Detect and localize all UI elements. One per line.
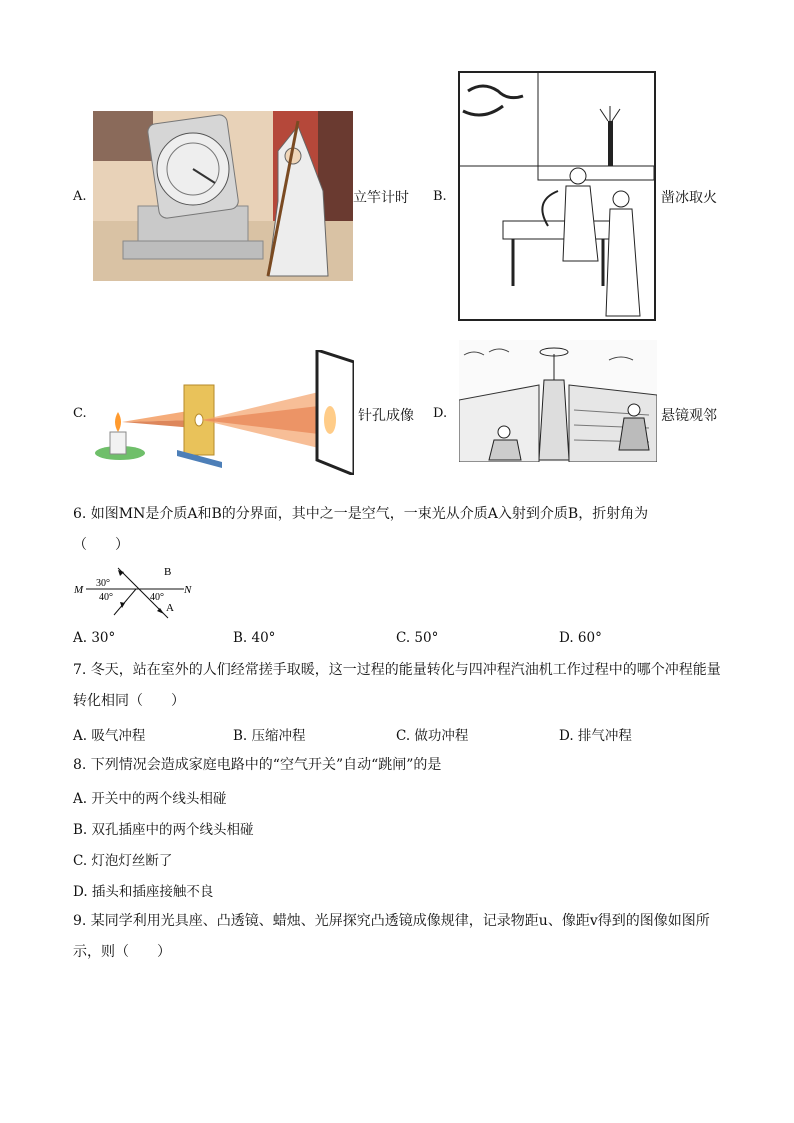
refraction-diagram	[72, 560, 202, 622]
q9-line2: 示，则（ ）	[73, 944, 171, 960]
q7-option-b: B. 压缩冲程	[233, 728, 306, 744]
q7-option-d: D. 排气冲程	[559, 728, 632, 744]
q6-option-b: B. 40°	[233, 630, 276, 646]
q8-option-b: B. 双孔插座中的两个线头相碰	[73, 822, 254, 838]
q7-line2: 转化相同（ ）	[73, 693, 185, 709]
periscope-mirror-illustration-icon	[459, 340, 657, 462]
sundial-image	[93, 111, 353, 281]
option-c-caption: 针孔成像	[358, 408, 414, 424]
q7-option-c: C. 做功冲程	[396, 728, 469, 744]
option-d-caption: 悬镜观邻	[661, 408, 717, 424]
sundial-illustration-icon	[93, 111, 353, 281]
label-m: M	[74, 584, 84, 596]
option-a-caption: 立竿计时	[353, 190, 409, 206]
pinhole-image	[92, 350, 354, 475]
pinhole-camera-diagram-icon	[92, 350, 354, 475]
q6-option-d: D. 60°	[559, 630, 602, 646]
option-b-letter: B.	[433, 189, 447, 204]
q8-option-a: A. 开关中的两个线头相碰	[73, 791, 227, 807]
q8-line1: 8. 下列情况会造成家庭电路中的“空气开关”自动“跳闸”的是	[73, 757, 442, 773]
q6-line1: 6. 如图MN是介质A和B的分界面，其中之一是空气，一束光从介质A入射到介质B，折射角为	[73, 506, 649, 522]
q8-option-d: D. 插头和插座接触不良	[73, 884, 214, 900]
label-a: A	[166, 602, 174, 614]
q6-option-a: A. 30°	[73, 630, 116, 646]
q9-line1: 9. 某同学利用光具座、凸透镜、蜡烛、光屏探究凸透镜成像规律，记录物距u、像距v得到的图像如图所	[73, 913, 710, 929]
periscope-image	[459, 340, 657, 462]
label-n: N	[184, 584, 192, 596]
option-b-caption: 凿冰取火	[661, 190, 717, 206]
q7-line1: 7. 冬天，站在室外的人们经常搓手取暖，这一过程的能量转化与四冲程汽油机工作过程中的哪个冲程能量	[73, 662, 721, 678]
q8-option-c: C. 灯泡灯丝断了	[73, 853, 173, 869]
q6-line2: （ ）	[73, 537, 129, 553]
ancient-scene-image	[458, 71, 656, 321]
angle-40-left: 40°	[99, 592, 113, 603]
angle-30: 30°	[96, 578, 110, 589]
label-b: B	[164, 566, 172, 578]
ancient-scholars-illustration-icon	[458, 71, 656, 321]
q7-option-a: A. 吸气冲程	[73, 728, 146, 744]
option-a-letter: A.	[73, 189, 87, 204]
q6-option-c: C. 50°	[396, 630, 439, 646]
angle-40-right: 40°	[150, 592, 164, 603]
option-c-letter: C.	[73, 406, 87, 421]
option-d-letter: D.	[433, 406, 448, 421]
